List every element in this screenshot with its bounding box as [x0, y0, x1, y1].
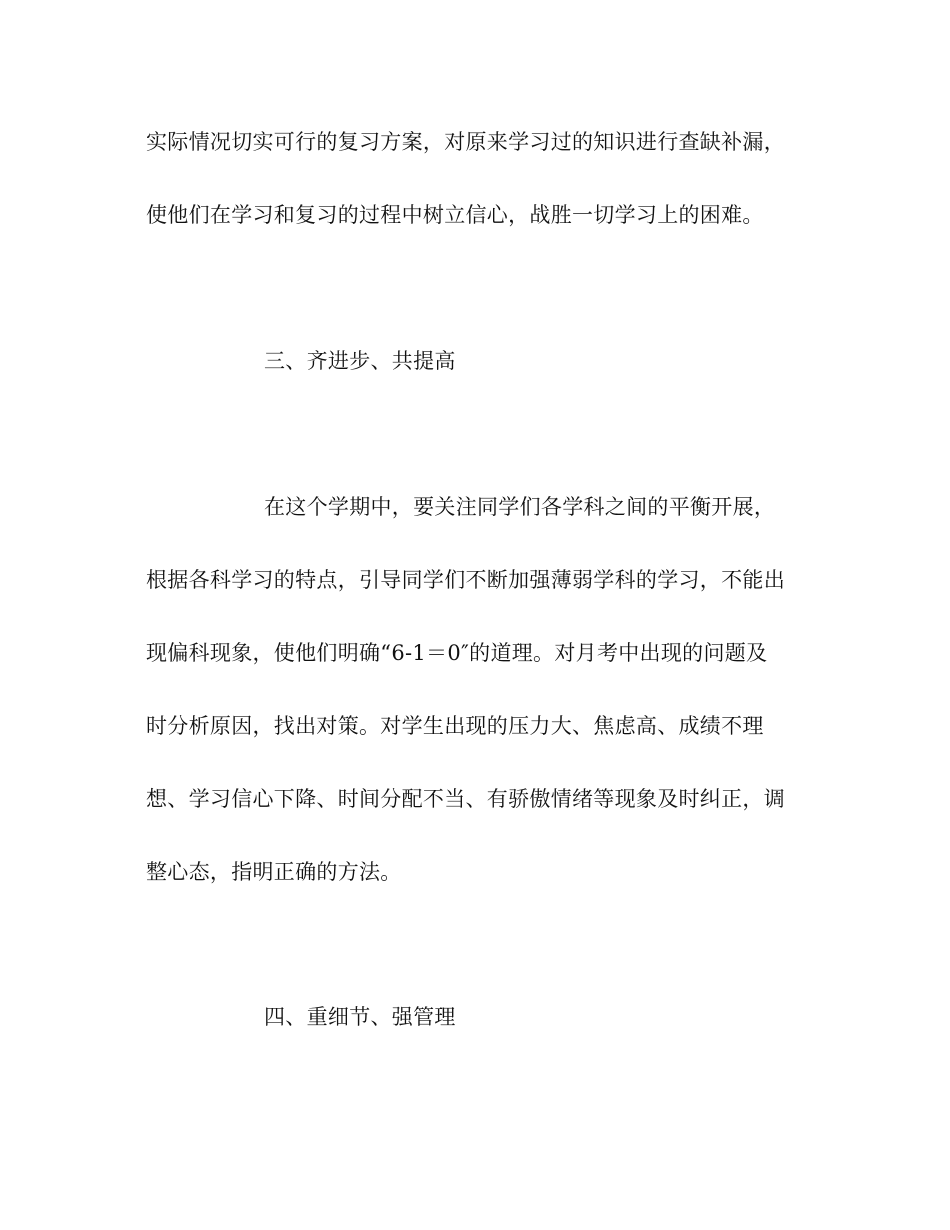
paragraph-line: 在这个学期中，要关注同学们各学科之间的平衡开展， — [264, 495, 776, 519]
paragraph-line: 根据各科学习的特点，引导同学们不断加强薄弱学科的学习，不能出 — [146, 568, 785, 592]
paragraph-line: 想、学习信心下降、时间分配不当、有骄傲情绪等现象及时纠正，调 — [146, 787, 785, 811]
paragraph-line: 现偏科现象，使他们明确“6-1＝0″的道理。对月考中出现的问题及 — [146, 641, 768, 665]
paragraph-line: 使他们在学习和复习的过程中树立信心，战胜一切学习上的困难。 — [146, 203, 764, 227]
paragraph-line: 整心态，指明正确的方法。 — [146, 860, 402, 884]
paragraph-line: 实际情况切实可行的复习方案，对原来学习过的知识进行查缺补漏， — [146, 130, 785, 154]
section-heading: 四、重细节、强管理 — [264, 1005, 456, 1029]
section-heading: 三、齐进步、共提高 — [264, 349, 456, 373]
paragraph-line: 时分析原因，找出对策。对学生出现的压力大、焦虑高、成绩不理 — [146, 714, 764, 738]
